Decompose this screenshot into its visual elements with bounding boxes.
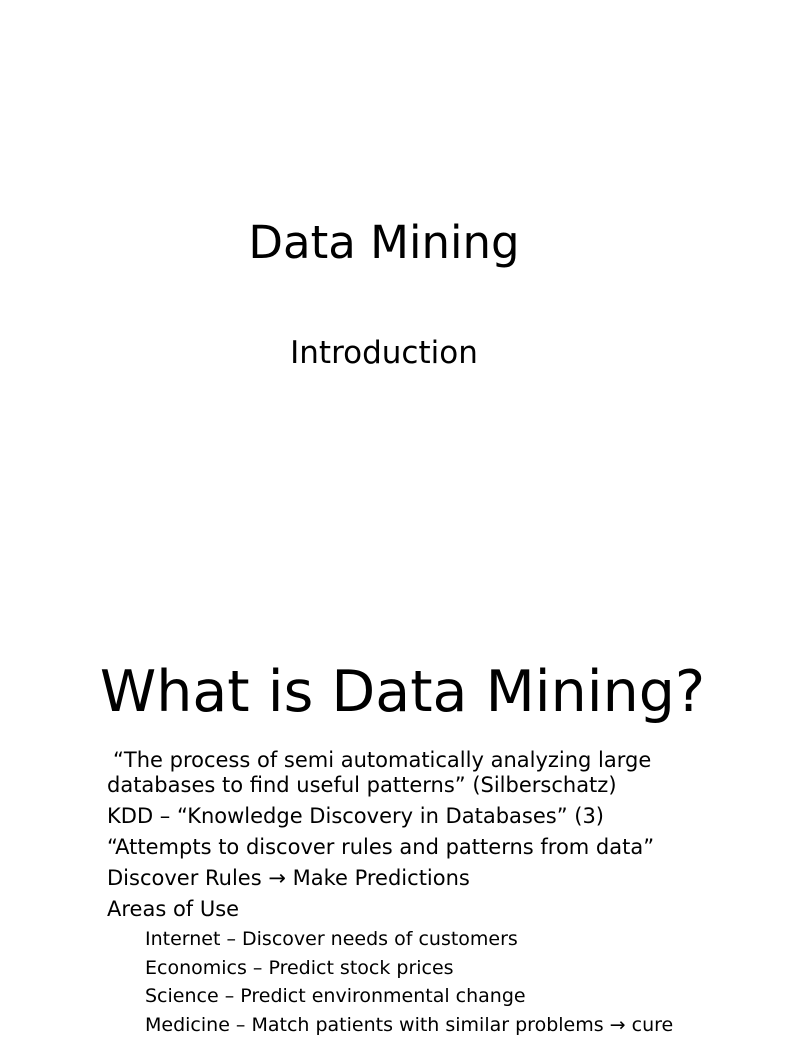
bullet-item: Areas of Use (107, 897, 240, 921)
bullet-list (107, 748, 757, 1042)
sub-bullet-list (145, 928, 757, 1036)
sub-bullet-group (107, 928, 757, 1036)
sub-bullet-item: Internet – Discover needs of customers (145, 928, 518, 950)
sub-bullet-item: Economics – Predict stock prices (145, 956, 454, 979)
bullet-item: “The process of semi automatically analyzing large databases to find useful patterns” (Silberschatz) (107, 748, 652, 797)
sub-bullet-item: Science – Predict environmental change (145, 985, 526, 1007)
slide-heading: What is Data Mining? (99, 659, 706, 725)
slide-title: Data Mining (248, 216, 520, 269)
content-slide (0, 576, 768, 1036)
bullet-item: Discover Rules → Make Predictions (107, 866, 470, 890)
sub-bullet-item: Medicine – Match patients with similar problems → cure (145, 1013, 674, 1036)
slide-subtitle: Introduction (290, 335, 478, 371)
bullet-item: “Attempts to discover rules and patterns from data” (107, 835, 655, 859)
bullet-item: KDD – “Knowledge Discovery in Databases” (3) (107, 804, 604, 828)
